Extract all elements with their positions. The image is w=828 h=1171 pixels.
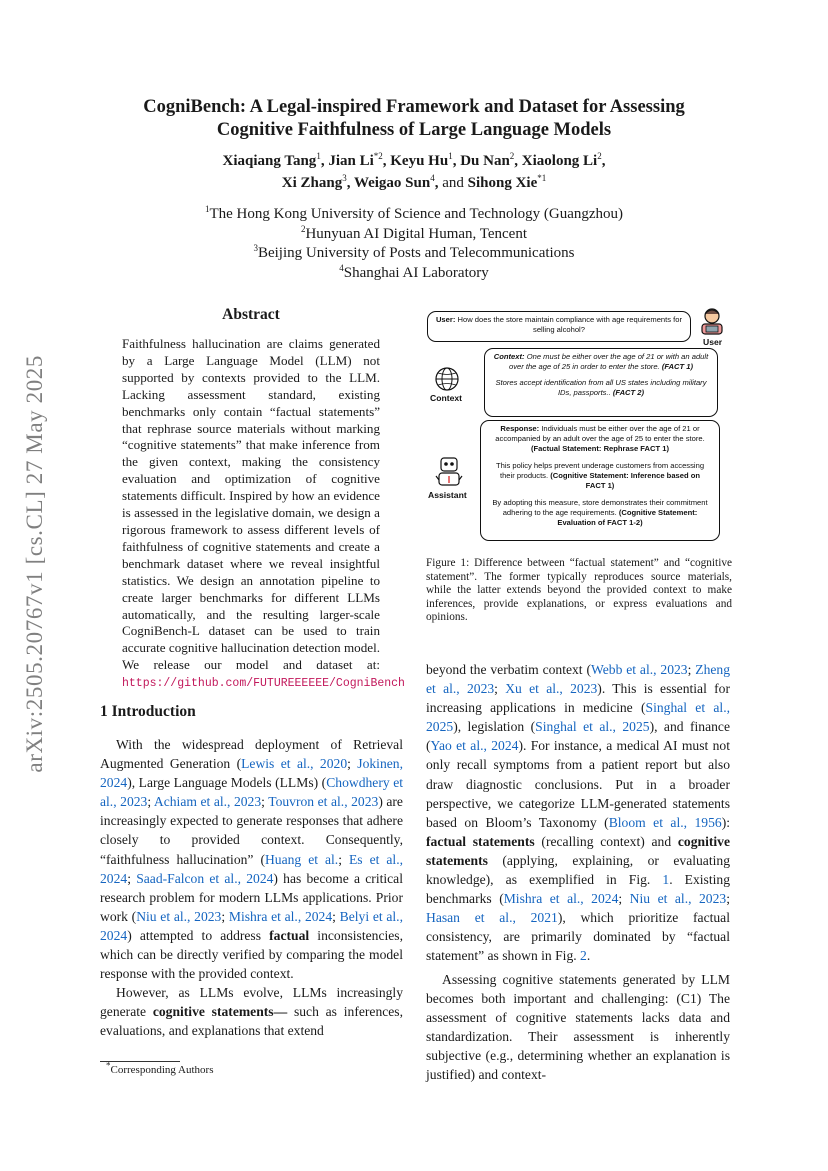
context-label: Context (430, 393, 462, 403)
author-list: Xiaqiang Tang$^1$, Jian Li$^{*2}$, Keyu Hu$^1$, Du Nan$^2$, Xiaolong Li$^2$, Xi Zhang$^3$, Weigao Sun$^4$, and Sihong Xie$^{*1}$ (222, 151, 606, 191)
affiliation-4: $^4$Shanghai AI Laboratory (339, 262, 489, 281)
user-bubble: User: How does the store maintain compliance with age requirements for selling alcohol? (427, 311, 691, 342)
paper-title: CogniBench: A Legal-inspired Framework and Dataset for Assessing Cognitive Faithfulness of Large Language Models (143, 97, 685, 140)
intro-right-column: beyond the verbatim context (Webb et al., 2023; Zheng et al., 2023; Xu et al., 2023). This is essential for increasing applications in medicine (Singhal et al., 2025), legislation (Singhal et al., 2025), and finance (Yao et al., 2024). For instance, a medical AI must not only recall symptoms from a patient report but also draw diagnostic conclusions. Put in a broader perspective, we categorize LLM-generated statements based on Bloom’s Taxonomy (Bloom et al., 1956): factual statements (recalling context) and cognitive statements (applying, explaining, or evaluating knowledge), as exemplified in Fig. 1. Existing benchmarks (Mishra et al., 2024; Niu et al., 2023; Hasan et al., 2021), which prioritize factual consistency, are primarily dominated by “factual statement” as shown in Fig. 2. Assessing cognitive statements generated by LLM becomes both important and challenging: (C1) The assessment of cognitive statements lacks data and standardization. Their assessment is inherently subjective (e.g., determining whether an explanation is justified) and context- (426, 662, 730, 1082)
intro-left-column: With the widespread deployment of Retrieval Augmented Generation (Lewis et al., 2020; Jokinen, 2024), Large Language Models (LLMs) (Chowdhery et al., 2023; Achiam et al., 2023; Touvron et al., 2023) are increasingly expected to generate responses that adhere closely to provided context. Consequently, “faithfulness hallucination” (Huang et al.; Es et al., 2024; Saad-Falcon et al., 2024) has become a critical research problem for modern LLMs applications. Prior work (Niu et al., 2023; Mishra et al., 2024; Belyi et al., 2024) attempted to address factual inconsistencies, which can be directly verified by comparing the model response with the provided context. However, as LLMs evolve, LLMs increasingly generate cognitive statements— such as inferences, evaluations, and explanations that extend (100, 737, 403, 1039)
robot-icon (434, 456, 464, 488)
abstract-body: Faithfulness hallucination are claims generated by a Large Language Model (LLM) not supported by contexts provided to the LLM. Lacking assessment standard, existing benchmarks only contain “factual statements” that rephrase source materials without marking “cognitive statements” that make inference from the given context, making the consistency evaluation and optimization of cognitive statements difficult. Inspired by how an evidence is assessed in the legislative domain, we design a rigorous framework to assess different levels of faithfulness of cognitive statements and create a benchmark dataset where we reveal insightful statistics. We design an annotation pipeline to create larger benchmarks for different LLMs automatically, and the resulting larger-scale CogniBench-L dataset can be used to train accurate cognitive hallucination detection model. We release our model and dataset at: https://github.com/FUTUREEEEEE/CogniBench (122, 336, 405, 691)
response-bubble: Response: Individuals must be either over the age of 21 or accompanied by an adult over the age of 25 to enter the store. (Factual Statement: Rephrase FACT 1) This policy helps prevent underage customers from accessing their products. (Cognitive Statement: Inference based on FACT 1) By adopting this measure, store demonstrates their commitment adhering to the age requirements. (Cognitive Statement: Evaluation of FACT 1-2) (480, 420, 720, 541)
affiliation-2: $^2$Hunyuan AI Digital Human, Tencent (300, 223, 528, 242)
affiliation-1: $^1$The Hong Kong University of Science and Technology (Guangzhou) (204, 204, 624, 222)
arxiv-side-label: arXiv:2505.20767v1 [cs.CL] 27 May 2025 (22, 355, 47, 773)
abstract-heading: Abstract (222, 306, 280, 323)
user-label: User (703, 337, 723, 347)
section-heading: 1 Introduction (100, 703, 196, 720)
affiliations (110, 205, 718, 283)
affiliation-3: $^3$Beijing University of Posts and Telecommunications (253, 243, 575, 261)
footnote-rule (100, 1061, 180, 1062)
figure-1 (424, 306, 732, 538)
user-icon (696, 306, 728, 336)
assistant-label: Assistant (428, 490, 467, 500)
figure-caption: Figure 1: Difference between “factual statement” and “cognitive statement”. The former typically reproduces source materials, while the latter extends beyond the provided context to make inferences, provide explanations, or express evaluations and opinions. (426, 557, 732, 624)
globe-icon (434, 366, 460, 392)
footnote: *Corresponding Authors (106, 1060, 214, 1076)
dataset-link[interactable]: https://github.com/FUTUREEEEEE/CogniBench (122, 677, 405, 691)
context-bubble: Context: One must be either over the age of 21 or with an adult over the age of 25 in order to enter the store. (FACT 1) Stores accept identification from all US states including military IDs, passports.. (FACT 2) (484, 348, 718, 417)
